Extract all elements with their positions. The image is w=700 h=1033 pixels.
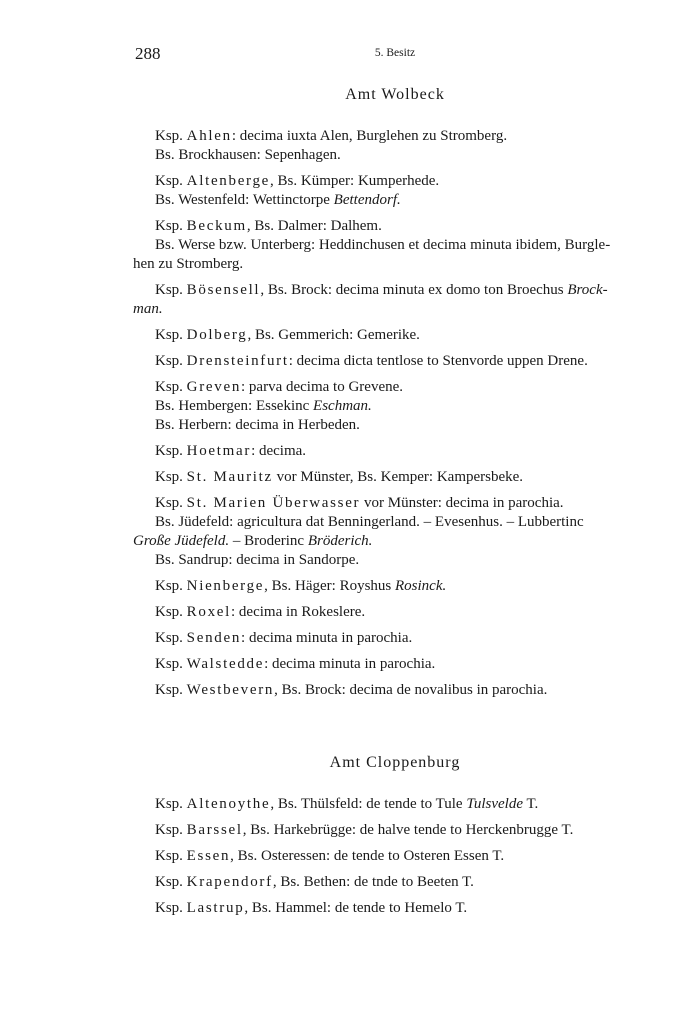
text-run: Ksp. xyxy=(155,848,187,864)
entry-line xyxy=(133,300,661,319)
entry-line xyxy=(133,551,661,570)
place-name: Lastrup xyxy=(186,900,245,916)
entry-line xyxy=(133,655,661,674)
italic-name: Große Jüdefeld. xyxy=(133,533,230,549)
place-name: Essen xyxy=(186,848,231,864)
text-run: : parva decima to Grevene. xyxy=(241,379,404,395)
text-run: , Bs. Thülsfeld: de tende to Tule xyxy=(270,796,467,812)
text-run: T. xyxy=(522,796,539,812)
entry-line xyxy=(133,821,661,840)
entry xyxy=(133,468,661,487)
section-body-wolbeck xyxy=(133,127,661,707)
text-run: Ksp. xyxy=(155,682,187,698)
text-run: Bs. Jüdefeld: agricultura dat Benningerland. – Evesenhus. – Lubbertinc xyxy=(155,514,584,530)
text-run: , Bs. Dalmer: Dalhem. xyxy=(246,218,382,234)
entry-line xyxy=(133,532,661,551)
place-name: Altenberge xyxy=(186,173,271,189)
entry-line xyxy=(133,146,661,165)
text-run: : decima minuta in parochia. xyxy=(241,630,413,646)
entry-line xyxy=(133,416,661,435)
text-run: Ksp. xyxy=(155,353,187,369)
text-run: Bs. Werse bzw. Unterberg: Heddinchusen et decima minuta ibidem, Burgle- xyxy=(155,237,611,253)
place-name: Westbevern xyxy=(186,682,275,698)
entry xyxy=(133,172,661,210)
section-title-cloppenburg: Amt Cloppenburg xyxy=(329,754,461,771)
text-run: Ksp. xyxy=(155,578,187,594)
text-run: Ksp. xyxy=(155,443,187,459)
text-run: – Broderinc xyxy=(229,533,308,549)
entry-line xyxy=(133,442,661,461)
text-run: , Bs. Gemmerich: Gemerike. xyxy=(247,327,420,343)
entry-line xyxy=(133,468,661,487)
place-name: Roxel xyxy=(186,604,232,620)
text-run: hen zu Stromberg. xyxy=(133,256,244,272)
entry xyxy=(133,795,661,814)
text-run: Ksp. xyxy=(155,630,187,646)
text-run: Ksp. xyxy=(155,327,187,343)
text-run: Ksp. xyxy=(155,128,187,144)
text-run: Ksp. xyxy=(155,282,187,298)
text-run: Bs. Westenfeld: Wettinctorpe xyxy=(155,192,334,208)
text-run: Ksp. xyxy=(155,796,187,812)
text-run: Ksp. xyxy=(155,218,187,234)
text-run: , Bs. Häger: Royshus xyxy=(264,578,396,594)
text-run: : decima in Rokeslere. xyxy=(231,604,366,620)
entry-line xyxy=(133,873,661,892)
text-run: Ksp. xyxy=(155,495,187,511)
entry xyxy=(133,326,661,345)
place-name: Altenoythe xyxy=(186,796,271,812)
text-run: : decima. xyxy=(251,443,307,459)
entry xyxy=(133,629,661,648)
text-run: Bs. Herbern: decima in Herbeden. xyxy=(155,417,360,433)
running-head: 5. Besitz xyxy=(374,47,416,59)
italic-name: Eschman. xyxy=(313,398,372,414)
place-name: Krapendorf xyxy=(186,874,273,890)
text-run: , Bs. Kümper: Kumperhede. xyxy=(270,173,440,189)
entry xyxy=(133,681,661,700)
text-run: Ksp. xyxy=(155,173,187,189)
entry-line xyxy=(133,352,661,371)
text-run: : decima dicta tentlose to Stenvorde uppen Drene. xyxy=(288,353,588,369)
entry xyxy=(133,821,661,840)
place-name: Bösensell xyxy=(186,282,261,298)
entry-line xyxy=(133,603,661,622)
place-name: Ahlen xyxy=(186,128,232,144)
entry-line xyxy=(133,255,661,274)
place-name: St. Mauritz xyxy=(186,469,273,485)
italic-name: Rosinck. xyxy=(395,578,447,594)
section-title-wolbeck: Amt Wolbeck xyxy=(345,86,445,103)
entry-line xyxy=(133,899,661,918)
entry xyxy=(133,873,661,892)
text-run: , Bs. Bethen: de tnde to Beeten T. xyxy=(272,874,474,890)
entry xyxy=(133,217,661,274)
entry-line xyxy=(133,378,661,397)
entry-line xyxy=(133,326,661,345)
entry xyxy=(133,655,661,674)
text-run: Ksp. xyxy=(155,469,187,485)
place-name: Senden xyxy=(186,630,242,646)
place-name: Walstedde xyxy=(186,656,265,672)
entry-line xyxy=(133,577,661,596)
entry-line xyxy=(133,847,661,866)
entry-line xyxy=(133,397,661,416)
text-run: Ksp. xyxy=(155,874,187,890)
entry xyxy=(133,442,661,461)
entry-line xyxy=(133,127,661,146)
entry-line xyxy=(133,681,661,700)
entry-line xyxy=(133,494,661,513)
text-run: : decima minuta in parochia. xyxy=(264,656,436,672)
entry-line xyxy=(133,191,661,210)
place-name: Barssel xyxy=(186,822,243,838)
text-run: , Bs. Brock: decima de novalibus in parochia. xyxy=(274,682,548,698)
entry xyxy=(133,352,661,371)
entry-line xyxy=(133,281,661,300)
text-run: Bs. Brockhausen: Sepenhagen. xyxy=(155,147,341,163)
entry-line xyxy=(133,236,661,255)
entry xyxy=(133,281,661,319)
text-run: : decima iuxta Alen, Burglehen zu Stromberg. xyxy=(231,128,508,144)
italic-name: Tulsvelde xyxy=(466,796,523,812)
entry xyxy=(133,494,661,570)
entry-line xyxy=(133,629,661,648)
place-name: Nienberge xyxy=(186,578,265,594)
place-name: Hoetmar xyxy=(186,443,252,459)
place-name: Greven xyxy=(186,379,242,395)
place-name: Dolberg xyxy=(186,327,248,343)
entry xyxy=(133,899,661,918)
entry-line xyxy=(133,513,661,532)
italic-name: Bröderich. xyxy=(307,533,373,549)
text-run: Ksp. xyxy=(155,379,187,395)
text-run: , Bs. Harkebrügge: de halve tende to Herckenbrugge T. xyxy=(242,822,574,838)
place-name: Drensteinfurt xyxy=(186,353,289,369)
entry xyxy=(133,127,661,165)
italic-name: Bettendorf. xyxy=(333,192,401,208)
section-body-cloppenburg xyxy=(133,795,661,925)
entry-line xyxy=(133,172,661,191)
place-name: St. Marien Überwasser xyxy=(186,495,361,511)
entry xyxy=(133,378,661,435)
entry-line xyxy=(133,795,661,814)
entry xyxy=(133,847,661,866)
place-name: Beckum xyxy=(186,218,247,234)
entry-line xyxy=(133,217,661,236)
text-run: Ksp. xyxy=(155,900,187,916)
text-run: , Bs. Hammel: de tende to Hemelo T. xyxy=(244,900,468,916)
text-run: , Bs. Brock: decima minuta ex domo ton Broechus xyxy=(260,282,568,298)
text-run: Ksp. xyxy=(155,822,187,838)
text-run: Ksp. xyxy=(155,604,187,620)
italic-name: man. xyxy=(133,301,163,317)
text-run: , Bs. Osteressen: de tende to Osteren Essen T. xyxy=(230,848,505,864)
text-run: vor Münster: decima in parochia. xyxy=(360,495,564,511)
text-run: Bs. Sandrup: decima in Sandorpe. xyxy=(155,552,360,568)
entry xyxy=(133,603,661,622)
page-number: 288 xyxy=(135,44,161,63)
text-run: Bs. Hembergen: Essekinc xyxy=(155,398,314,414)
text-run: vor Münster, Bs. Kemper: Kampersbeke. xyxy=(272,469,524,485)
text-run: Ksp. xyxy=(155,656,187,672)
italic-name: Brock- xyxy=(567,282,608,298)
entry xyxy=(133,577,661,596)
